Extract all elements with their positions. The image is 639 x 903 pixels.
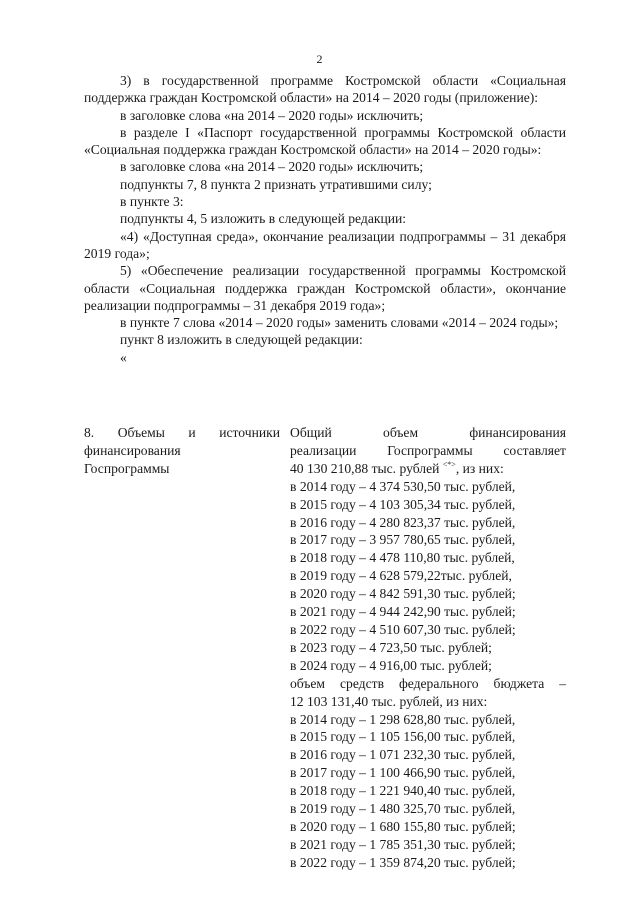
paragraph: в заголовке слова «на 2014 – 2020 годы» исключить; bbox=[120, 159, 424, 175]
year-line: в 2020 году – 1 680 155,80 тыс. рублей; bbox=[290, 818, 516, 834]
paragraph: в пункте 7 слова «2014 – 2020 годы» заменить словами «2014 – 2024 годы»; bbox=[120, 315, 559, 331]
total-intro-line: Общий объем финансирования bbox=[290, 425, 566, 440]
total-amount-line bbox=[290, 460, 566, 478]
paragraph: 5) «Обеспечение реализации государственной программы Костромской области «Социальная поддержка граждан Костромской области», окончание реализации подпрограммы – 31 декабря 2019 года»; bbox=[84, 263, 566, 313]
paragraph: в разделе I «Паспорт государственной программы Костромской области «Социальная поддержка граждан Костромской области» на 2014 – 2020 годы»: bbox=[84, 124, 566, 158]
total-amount: 40 130 210,88 тыс. рублей bbox=[290, 460, 440, 476]
year-line: в 2015 году – 1 105 156,00 тыс. рублей, bbox=[290, 729, 516, 745]
year-line: в 2016 году – 4 280 823,37 тыс. рублей, bbox=[290, 514, 516, 530]
year-line: в 2024 году – 4 916,00 тыс. рублей; bbox=[290, 657, 492, 673]
year-line: в 2021 году – 4 944 242,90 тыс. рублей; bbox=[290, 604, 516, 620]
federal-amount: 12 103 131,40 тыс. рублей, из них: bbox=[290, 693, 488, 709]
table-label-line: Госпрограммы bbox=[84, 460, 170, 476]
year-line: в 2022 году – 1 359 874,20 тыс. рублей; bbox=[290, 854, 516, 870]
paragraph: в пункте 3: bbox=[120, 194, 184, 210]
year-line: в 2014 году – 1 298 628,80 тыс. рублей, bbox=[290, 711, 516, 727]
paragraph: в заголовке слова «на 2014 – 2020 годы» исключить; bbox=[120, 107, 424, 123]
year-line: в 2022 году – 4 510 607,30 тыс. рублей; bbox=[290, 621, 516, 637]
year-line: в 2016 году – 1 071 232,30 тыс. рублей, bbox=[290, 747, 516, 763]
year-line: в 2014 году – 4 374 530,50 тыс. рублей, bbox=[290, 478, 516, 494]
year-line: в 2015 году – 4 103 305,34 тыс. рублей, bbox=[290, 496, 516, 512]
year-line: в 2019 году – 1 480 325,70 тыс. рублей, bbox=[290, 801, 516, 817]
federal-intro: объем средств федерального бюджета – bbox=[290, 675, 566, 691]
year-line: в 2017 году – 3 957 780,65 тыс. рублей, bbox=[290, 532, 516, 548]
year-line: в 2017 году – 1 100 466,90 тыс. рублей, bbox=[290, 765, 516, 781]
federal-year-list bbox=[290, 711, 566, 872]
year-line: в 2018 году – 1 221 940,40 тыс. рублей, bbox=[290, 783, 516, 799]
paragraph: пункт 8 изложить в следующей редакции: bbox=[120, 332, 363, 348]
year-line: в 2020 году – 4 842 591,30 тыс. рублей; bbox=[290, 586, 516, 602]
paragraph: подпункты 7, 8 пункта 2 признать утратившими силу; bbox=[120, 176, 432, 192]
total-suffix: , из них: bbox=[455, 460, 504, 476]
table-right-cell bbox=[290, 424, 566, 872]
total-intro-line: реализации Госпрограммы составляет bbox=[290, 442, 566, 458]
year-line: в 2018 году – 4 478 110,80 тыс. рублей, bbox=[290, 550, 515, 566]
page-number: 2 bbox=[316, 52, 323, 66]
opening-quote: « bbox=[120, 349, 127, 365]
table-label-line: финансирования bbox=[84, 442, 181, 458]
table-label-line: 8. Объемы и источники bbox=[84, 425, 280, 440]
paragraph: 3) в государственной программе Костромской области «Социальная поддержка граждан Костромской области» на 2014 – 2020 годы (приложение): bbox=[84, 73, 566, 106]
total-year-list bbox=[290, 478, 566, 675]
document-body bbox=[84, 72, 566, 366]
paragraph: «4) «Доступная среда», окончание реализации подпрограммы – 31 декабря 2019 года»; bbox=[84, 228, 566, 261]
year-line: в 2019 году – 4 628 579,22тыс. рублей, bbox=[290, 568, 512, 584]
year-line: в 2023 году – 4 723,50 тыс. рублей; bbox=[290, 639, 492, 655]
footnote-marker: <*> bbox=[442, 459, 456, 469]
year-line: в 2021 году – 1 785 351,30 тыс. рублей; bbox=[290, 836, 516, 852]
table-left-cell bbox=[84, 424, 280, 478]
paragraph: подпункты 4, 5 изложить в следующей редакции: bbox=[120, 211, 407, 227]
